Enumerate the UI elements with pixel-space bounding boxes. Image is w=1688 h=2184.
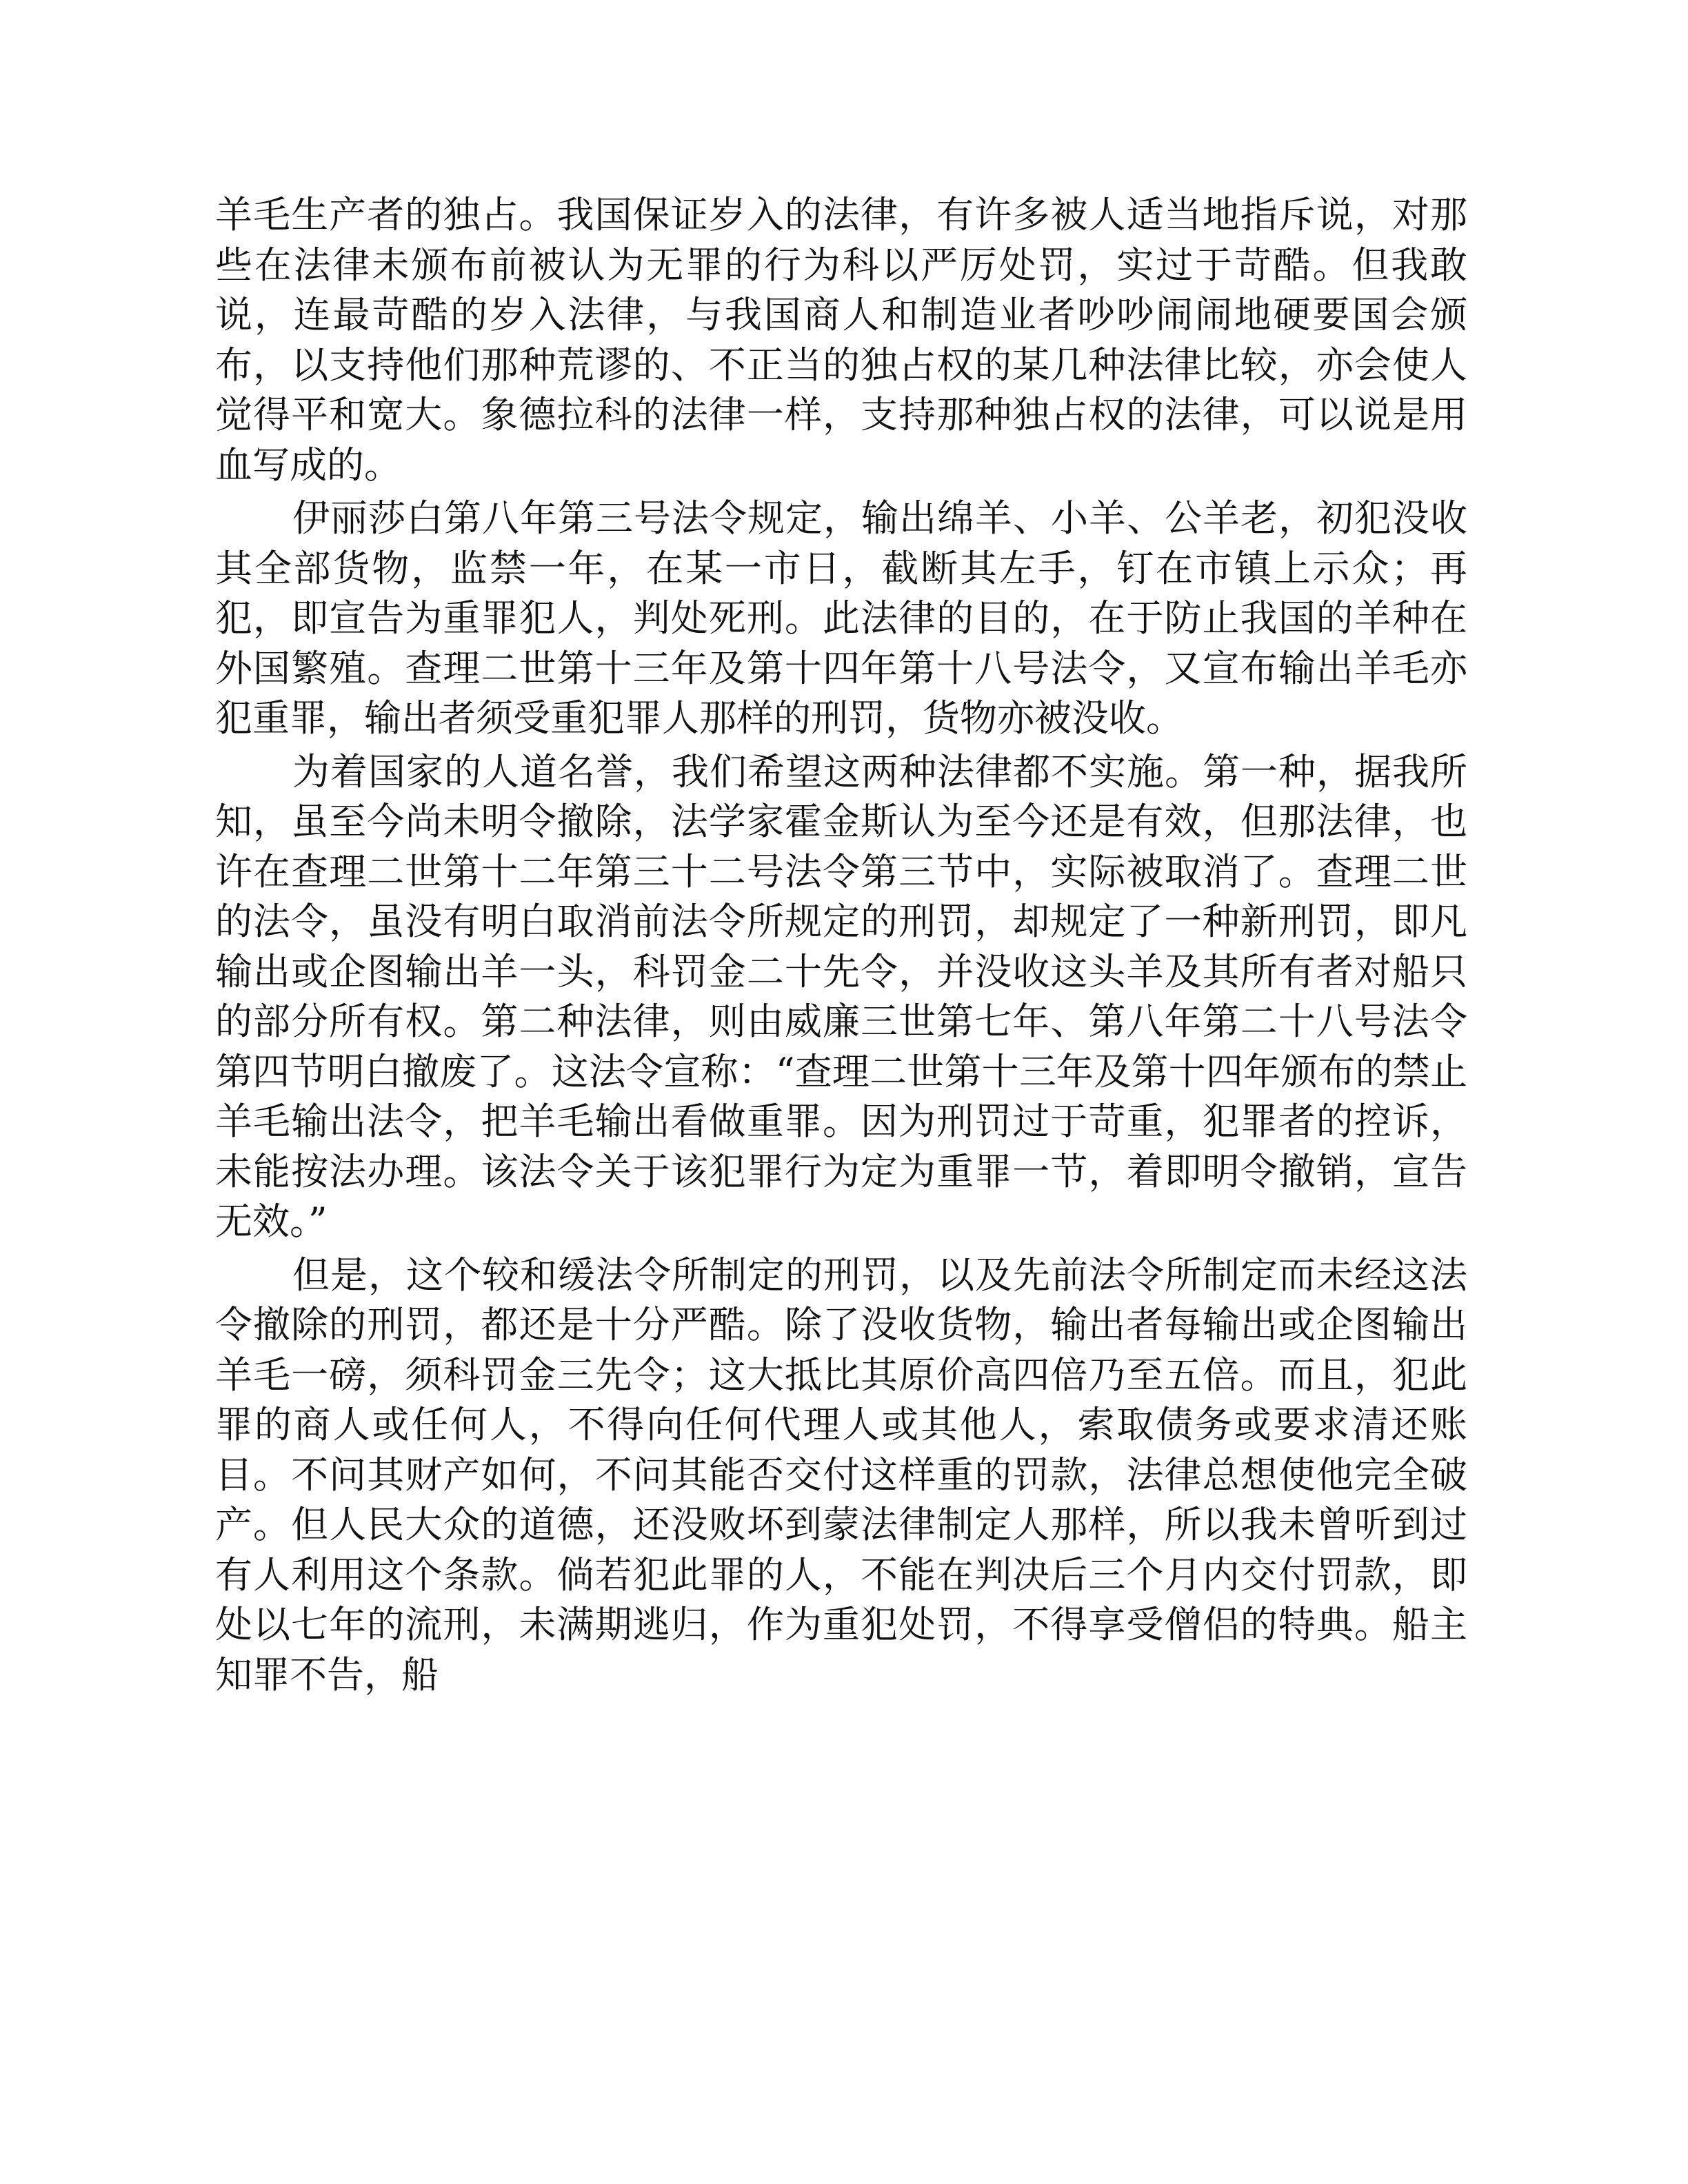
paragraph-2: 伊丽莎白第八年第三号法令规定，输出绵羊、小羊、公羊老，初犯没收其全部货物，监禁一年，在某一市日，截断其左手，钉在市镇上示众；再犯，即宣告为重罪犯人，判处死刑。此法律的目的，在于防止我国的羊种在外国繁殖。查理二世第十三年及第十四年第十八号法令，又宣布输出羊毛亦犯重罪，输出者须受重犯罪人那样的刑罚，货物亦被没收。 <box>215 496 1467 740</box>
paragraph-4: 但是，这个较和缓法令所制定的刑罚，以及先前法令所制定而未经这法令撤除的刑罚，都还是十分严酷。除了没收货物，输出者每输出或企图输出羊毛一磅，须科罚金三先令；这大抵比其原价高四倍乃至五倍。而且，犯此罪的商人或任何人，不得向任何代理人或其他人，索取债务或要求清还账目。不问其财产如何，不问其能否交付这样重的罚款，法律总想使他完全破产。但人民大众的道德，还没败坏到蒙法律制定人那样，所以我未曾听到过有人利用这个条款。倘若犯此罪的人，不能在判决后三个月内交付罚款，即处以七年的流刑，未满期逃归，作为重犯处罚，不得享受僧侣的特典。船主知罪不告，船 <box>215 1253 1467 1697</box>
paragraph-1: 羊毛生产者的独占。我国保证岁入的法律，有许多被人适当地指斥说，对那些在法律未颁布前被认为无罪的行为科以严厉处罚，实过于苛酷。但我敢说，连最苛酷的岁入法律，与我国商人和制造业者吵吵闹闹地硬要国会颁布，以支持他们那种荒谬的、不正当的独占权的某几种法律比较，亦会使人觉得平和宽大。象德拉科的法律一样，支持那种独占权的法律，可以说是用血写成的。 <box>215 193 1467 487</box>
document-body <box>215 190 1467 1703</box>
paragraph-3: 为着国家的人道名誉，我们希望这两种法律都不实施。第一种，据我所知，虽至今尚未明令撤除，法学家霍金斯认为至今还是有效，但那法律，也许在查理二世第十二年第三十二号法令第三节中，实际被取消了。查理二世的法令，虽没有明白取消前法令所规定的刑罚，却规定了一种新刑罚，即凡输出或企图输出羊一头，科罚金二十先令，并没收这头羊及其所有者对船只的部分所有权。第二种法律，则由威廉三世第七年、第八年第二十八号法令第四节明白撤废了。这法令宣称：“查理二世第十三年及第十四年颁布的禁止羊毛输出法令，把羊毛输出看做重罪。因为刑罚过于苛重，犯罪者的控诉，未能按法办理。该法令关于该犯罪行为定为重罪一节，着即明令撤销，宣告无效。” <box>215 749 1467 1243</box>
